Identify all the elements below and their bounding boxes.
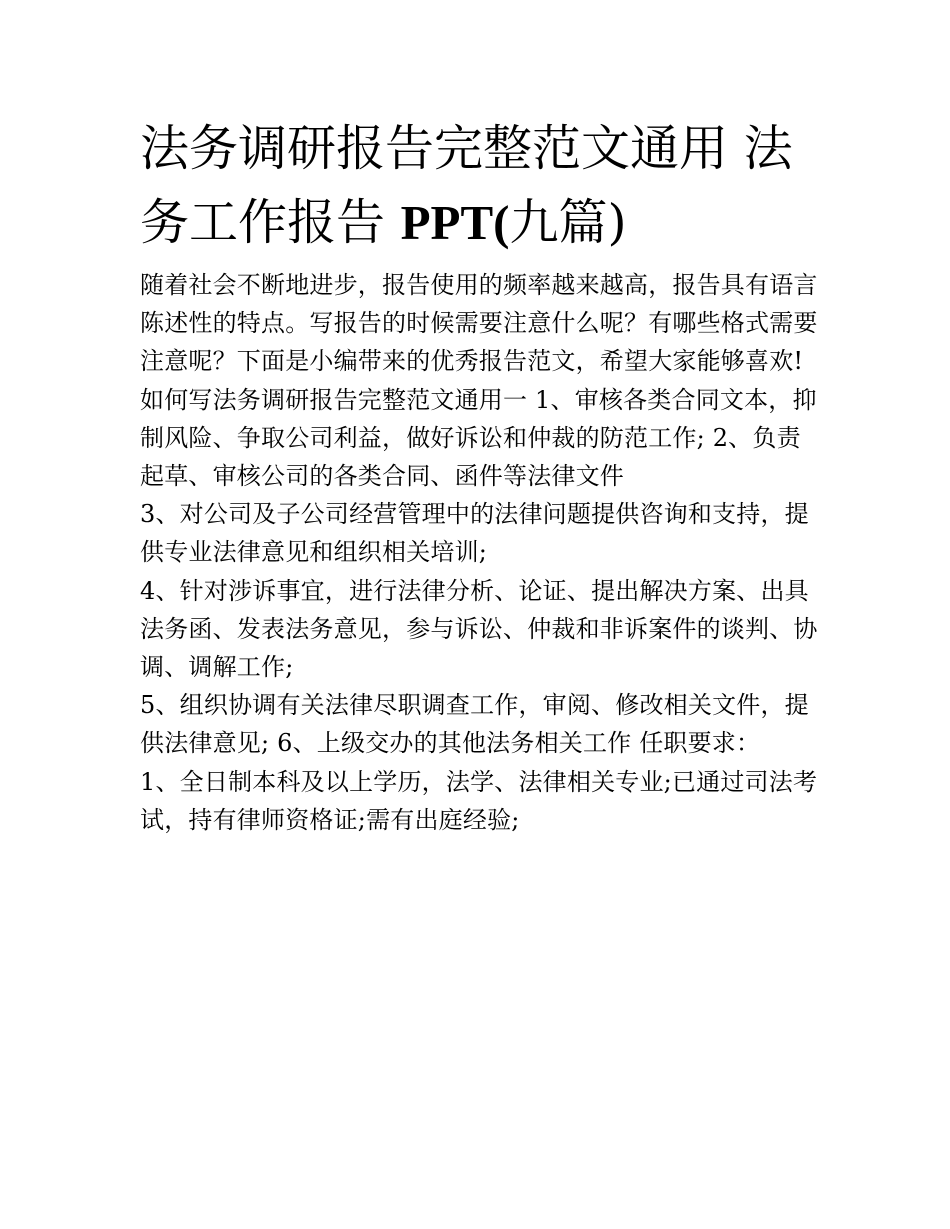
document-title [140,112,820,260]
document-page [140,112,820,839]
body-paragraph: 如何写法务调研报告完整范文通用一 1、审核各类合同文本，抑制风险、争取公司利益，做好诉讼和仲裁的防范工作; 2、负责起草、审核公司的各类合同、函件等法律文件 [140,385,817,491]
title-text-part2: PPT( [400,195,510,250]
body-paragraph: 3、对公司及子公司经营管理中的法律问题提供咨询和支持，提供专业法律意见和组织相关培训; [140,500,809,567]
body-paragraph: 5、组织协调有关法律尽职调查工作，审阅、修改相关文件，提供法律意见; 6、上级交办的其他法务相关工作 任职要求： [140,691,809,758]
title-text-part1: 法务调研报告完整范文通用 法务工作报告 [140,120,793,251]
body-paragraph: 1、全日制本科及以上学历，法学、法律相关专业;已通过司法考试，持有律师资格证;需有出庭经验; [140,767,818,834]
intro-paragraph: 随着社会不断地进步，报告使用的频率越来越高，报告具有语言陈述性的特点。写报告的时候需要注意什么呢？有哪些格式需要注意呢？下面是小编带来的优秀报告范文，希望大家能够喜欢! [140,271,818,376]
body-paragraph: 4、针对涉诉事宜，进行法律分析、论证、提出解决方案、出具法务函、发表法务意见，参与诉讼、仲裁和非诉案件的谈判、协调、调解工作; [140,576,818,682]
title-text-part3: 九篇) [509,194,627,251]
